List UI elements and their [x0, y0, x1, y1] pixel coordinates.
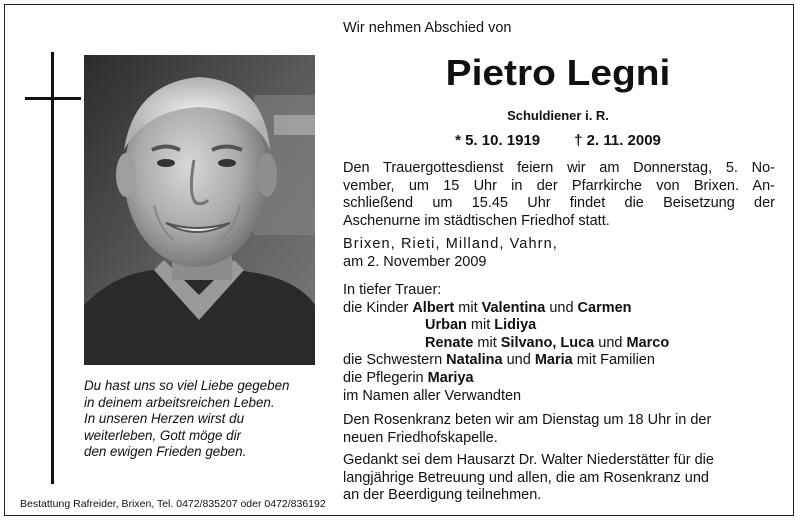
mourner-line: die Kinder Albert mit Valentina und Carmen — [343, 299, 632, 316]
service-line: Aschenurne im städtischen Friedhof statt. — [343, 212, 610, 229]
poem-line: Du hast uns so viel Liebe gegeben — [84, 378, 290, 393]
poem-line: In unseren Herzen wirst du — [84, 411, 245, 427]
rosary-line: neuen Friedhofskapelle. — [343, 429, 498, 446]
poem-line: den ewigen Frieden geben. — [84, 444, 247, 460]
intro-line: Wir nehmen Abschied von — [343, 20, 512, 36]
service-line: schließend um 15.45 Uhr findet die Beisetzung der — [343, 195, 775, 212]
mourner-line: Renate mit Silvano, Luca und Marco — [425, 334, 670, 351]
death-date: † 2. 11. 2009 — [574, 132, 661, 149]
thanks-line: Gedankt sei dem Hausarzt Dr. Walter Niederstätter für die — [343, 452, 714, 468]
portrait-photo — [84, 55, 315, 365]
life-dates — [343, 132, 773, 149]
rosary-paragraph — [343, 412, 775, 447]
deceased-role: Schuldiener i. R. — [507, 108, 609, 123]
mourner-line: die Pflegerin Mariya — [343, 369, 474, 386]
service-line: Den Trauergottesdienst feiern wir am Donnerstag, 5. No- — [343, 160, 775, 176]
mourner-line: Urban mit Lidiya — [425, 317, 537, 334]
poem-line: weiterleben, Gott möge dir — [84, 427, 242, 443]
birth-date: * 5. 10. 1919 — [455, 132, 541, 149]
thanks-line: an der Beerdigung teilnehmen. — [343, 487, 542, 504]
rosary-line: Den Rosenkranz beten wir am Dienstag um 18 Uhr in der — [343, 412, 712, 428]
mourner-line: im Namen aller Verwandten — [343, 387, 522, 404]
date-line: am 2. November 2009 — [343, 253, 487, 270]
poem — [84, 378, 316, 461]
cross-icon — [51, 52, 54, 484]
thanks-paragraph — [343, 452, 775, 505]
place-date — [343, 236, 775, 271]
cross-icon-bar — [25, 97, 81, 100]
thanks-line: langjährige Betreuung und allen, die am Rosenkranz und — [343, 469, 709, 486]
service-paragraph — [343, 160, 775, 230]
service-line: vember, um 15 Uhr in der Pfarrkirche von Brixen. An- — [343, 177, 775, 194]
mourners-block — [343, 282, 775, 405]
undertaker-line: Bestattung Rafreider, Brixen, Tel. 0472/835207 oder 0472/836192 — [20, 498, 326, 510]
mourner-line: die Schwestern Natalina und Maria mit Familien — [343, 352, 655, 369]
deceased-name: Pietro Legni — [445, 52, 671, 93]
mourning-title: In tiefer Trauer: — [343, 282, 442, 298]
poem-line: in deinem arbeitsreichen Leben. — [84, 394, 275, 410]
place-line: Brixen, Rieti, Milland, Vahrn, — [343, 236, 558, 252]
